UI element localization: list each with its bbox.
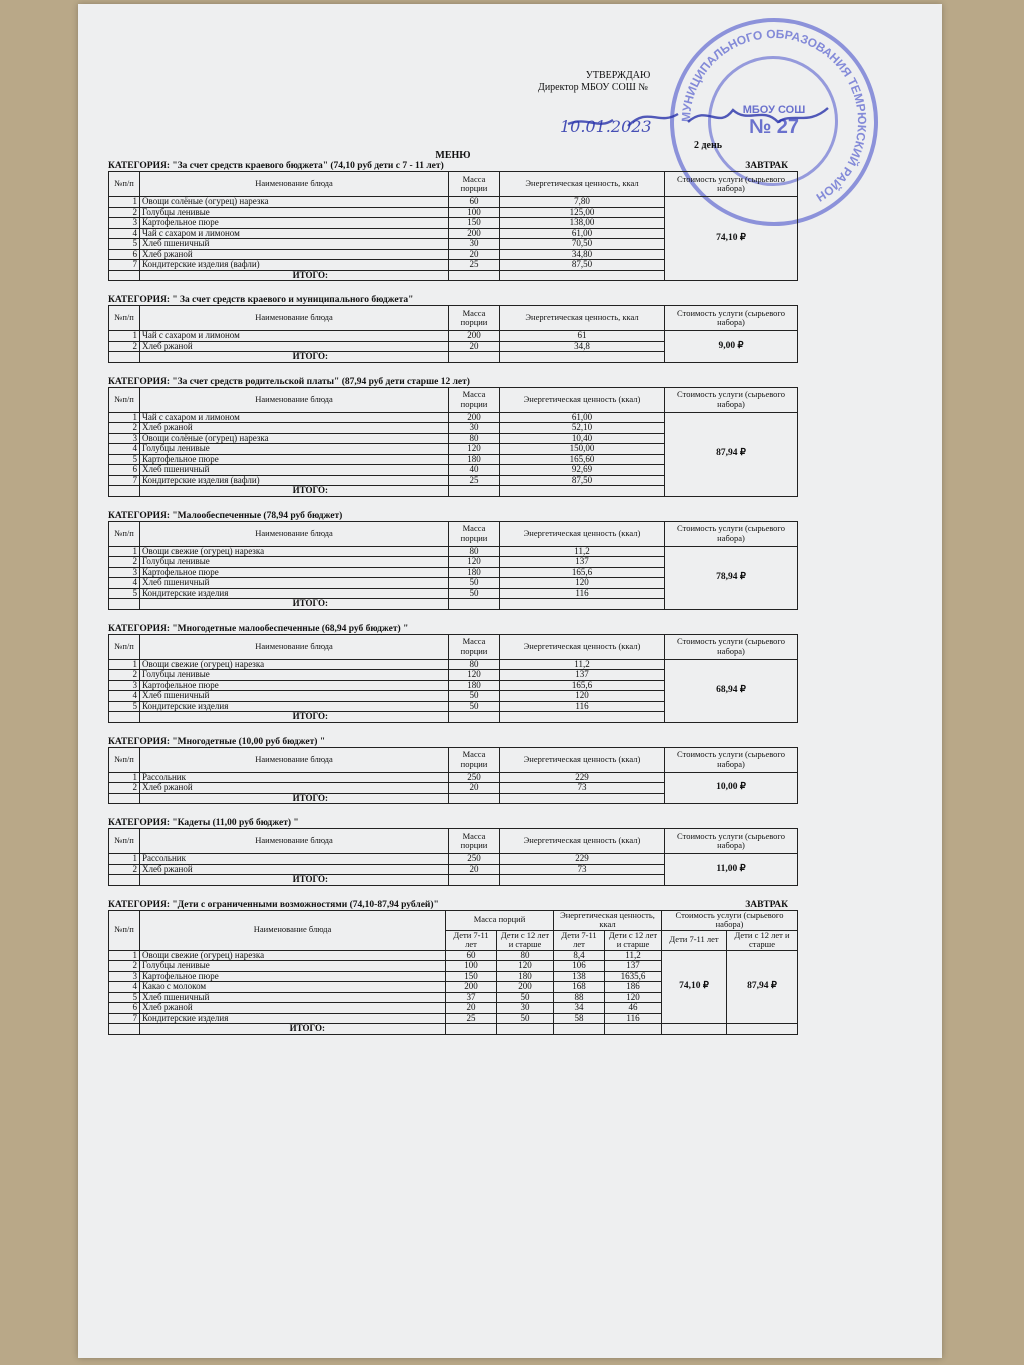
sub-header: Дети с 12 лет и старше xyxy=(727,930,798,950)
portion-mass: 200 xyxy=(449,412,500,423)
mass-12: 80 xyxy=(497,950,554,961)
dish-name: Рассольник xyxy=(140,772,449,783)
dish-name: Чай с сахаром и лимоном xyxy=(140,412,449,423)
service-cost: 78,94 ₽ xyxy=(665,546,798,609)
energy-value: 52,10 xyxy=(500,423,665,434)
column-header: Энергетическая ценность (ккал) xyxy=(500,521,665,546)
column-header: Наименование блюда xyxy=(140,387,449,412)
dish-name: Картофельное пюре xyxy=(140,218,449,229)
menu-table xyxy=(108,828,798,886)
col-cost-header: Стоимость услуги (сырьевого набора) xyxy=(662,910,798,930)
portion-mass: 250 xyxy=(449,772,500,783)
service-cost: 11,00 ₽ xyxy=(665,854,798,886)
column-header: Стоимость услуги (сырьевого набора) xyxy=(665,747,798,772)
column-header: Масса порции xyxy=(449,829,500,854)
meal-tag: ЗАВТРАК xyxy=(745,899,788,910)
row-number: 1 xyxy=(109,659,140,670)
dish-name: Хлеб пшеничный xyxy=(140,465,449,476)
cost-7-11: 74,10 ₽ xyxy=(662,950,727,1024)
row-number: 2 xyxy=(109,423,140,434)
row-number: 3 xyxy=(109,680,140,691)
table-row xyxy=(109,412,798,423)
table-row xyxy=(109,854,798,865)
column-header: №п/п xyxy=(109,829,140,854)
table-row xyxy=(109,331,798,342)
svg-text:МУНИЦИПАЛЬНОГО ОБРАЗОВАНИЯ ТЕМ: МУНИЦИПАЛЬНОГО ОБРАЗОВАНИЯ ТЕМРЮКСКИЙ РАЙОН xyxy=(678,26,870,205)
row-number: 1 xyxy=(109,772,140,783)
dish-name: Голубцы ленивые xyxy=(140,207,449,218)
total-label: ИТОГО: xyxy=(140,712,449,723)
category-title-text: КАТЕГОРИЯ: "За счет средств краевого бюджета" (74,10 руб дети с 7 - 11 лет) xyxy=(108,161,444,171)
column-header: Энергетическая ценность (ккал) xyxy=(500,387,665,412)
portion-mass: 200 xyxy=(449,331,500,342)
dish-name: Картофельное пюре xyxy=(140,567,449,578)
row-number: 4 xyxy=(109,982,140,993)
energy-7-11: 34 xyxy=(554,1003,605,1014)
column-header: Энергетическая ценность, ккал xyxy=(500,172,665,197)
col-mass-header: Масса порций xyxy=(446,910,554,930)
portion-mass: 30 xyxy=(449,423,500,434)
category-title-text: КАТЕГОРИЯ: "За счет средств родительской платы" (87,94 руб дети старше 12 лет) xyxy=(108,376,470,387)
menu-document xyxy=(108,70,798,1035)
row-number: 2 xyxy=(109,670,140,681)
column-header: Наименование блюда xyxy=(140,521,449,546)
category-title xyxy=(108,377,798,387)
row-number: 4 xyxy=(109,578,140,589)
mass-7-11: 150 xyxy=(446,971,497,982)
column-header: Наименование блюда xyxy=(140,172,449,197)
dish-name: Картофельное пюре xyxy=(140,971,446,982)
table-row xyxy=(109,659,798,670)
energy-value: 137 xyxy=(500,670,665,681)
column-header: №п/п xyxy=(109,387,140,412)
energy-value: 10,40 xyxy=(500,433,665,444)
dish-name: Кондитерские изделия (вафли) xyxy=(140,260,449,271)
service-cost: 74,10 ₽ xyxy=(665,197,798,281)
mass-7-11: 25 xyxy=(446,1013,497,1024)
dish-name: Хлеб ржаной xyxy=(140,249,449,260)
portion-mass: 180 xyxy=(449,454,500,465)
service-cost: 10,00 ₽ xyxy=(665,772,798,804)
menu-table xyxy=(108,747,798,805)
energy-value: 70,50 xyxy=(500,239,665,250)
menu-table xyxy=(108,171,798,281)
total-label: ИТОГО: xyxy=(140,486,449,497)
energy-value: 61,00 xyxy=(500,412,665,423)
dish-name: Голубцы ленивые xyxy=(140,670,449,681)
mass-7-11: 100 xyxy=(446,961,497,972)
energy-7-11: 58 xyxy=(554,1013,605,1024)
category-title-text: КАТЕГОРИЯ: "Дети с ограниченными возможностями (74,10-87,94 рублей)" xyxy=(108,899,439,910)
column-header: №п/п xyxy=(109,306,140,331)
portion-mass: 250 xyxy=(449,854,500,865)
category-title-text: КАТЕГОРИЯ: "Малообеспеченные (78,94 руб бюджет) xyxy=(108,510,343,521)
mass-12: 30 xyxy=(497,1003,554,1014)
sub-header: Дети с 12 лет и старше xyxy=(497,930,554,950)
dish-name: Кондитерские изделия xyxy=(140,701,449,712)
row-number: 3 xyxy=(109,433,140,444)
category-title-text: КАТЕГОРИЯ: "Многодетные (10,00 руб бюджет) " xyxy=(108,736,326,747)
portion-mass: 180 xyxy=(449,567,500,578)
dish-name: Хлеб ржаной xyxy=(140,864,449,875)
energy-12: 11,2 xyxy=(605,950,662,961)
dish-name: Хлеб ржаной xyxy=(140,783,449,794)
energy-value: 120 xyxy=(500,578,665,589)
portion-mass: 120 xyxy=(449,670,500,681)
row-number: 1 xyxy=(109,412,140,423)
energy-12: 120 xyxy=(605,992,662,1003)
dish-name: Голубцы ленивые xyxy=(140,444,449,455)
row-number: 7 xyxy=(109,1013,140,1024)
energy-value: 229 xyxy=(500,854,665,865)
dish-name: Хлеб пшеничный xyxy=(140,239,449,250)
menu-table xyxy=(108,634,798,723)
portion-mass: 80 xyxy=(449,433,500,444)
total-label: ИТОГО: xyxy=(140,599,449,610)
portion-mass: 50 xyxy=(449,691,500,702)
dish-name: Картофельное пюре xyxy=(140,680,449,691)
dish-name: Кондитерские изделия xyxy=(140,1013,446,1024)
column-header: Энергетическая ценность (ккал) xyxy=(500,747,665,772)
row-number: 5 xyxy=(109,239,140,250)
total-row xyxy=(109,1024,798,1035)
dish-name: Овощи свежие (огурец) нарезка xyxy=(140,659,449,670)
menu-table-disabled-children xyxy=(108,910,798,1035)
dish-name: Кондитерские изделия (вафли) xyxy=(140,475,449,486)
column-header: Масса порции xyxy=(449,306,500,331)
row-number: 7 xyxy=(109,260,140,271)
dish-name: Голубцы ленивые xyxy=(140,557,449,568)
column-header: Наименование блюда xyxy=(140,829,449,854)
row-number: 3 xyxy=(109,567,140,578)
dish-name: Кондитерские изделия xyxy=(140,588,449,599)
energy-value: 61,00 xyxy=(500,228,665,239)
column-header: Энергетическая ценность, ккал xyxy=(500,306,665,331)
energy-value: 61 xyxy=(500,331,665,342)
energy-value: 73 xyxy=(500,864,665,875)
energy-value: 125,00 xyxy=(500,207,665,218)
dish-name: Хлеб пшеничный xyxy=(140,578,449,589)
col-num-header: №п/п xyxy=(109,910,140,950)
portion-mass: 80 xyxy=(449,546,500,557)
category-title xyxy=(108,737,798,747)
service-cost: 9,00 ₽ xyxy=(665,331,798,363)
dish-name: Овощи солёные (огурец) нарезка xyxy=(140,433,449,444)
portion-mass: 25 xyxy=(449,260,500,271)
day-label: 2 день xyxy=(693,140,723,151)
row-number: 1 xyxy=(109,197,140,208)
dish-name: Картофельное пюре xyxy=(140,454,449,465)
dish-name: Чай с сахаром и лимоном xyxy=(140,331,449,342)
dish-name: Овощи свежие (огурец) нарезка xyxy=(140,546,449,557)
row-number: 4 xyxy=(109,444,140,455)
row-number: 6 xyxy=(109,465,140,476)
portion-mass: 100 xyxy=(449,207,500,218)
row-number: 7 xyxy=(109,475,140,486)
portion-mass: 120 xyxy=(449,557,500,568)
row-number: 2 xyxy=(109,341,140,352)
energy-value: 73 xyxy=(500,783,665,794)
mass-7-11: 60 xyxy=(446,950,497,961)
row-number: 2 xyxy=(109,864,140,875)
portion-mass: 120 xyxy=(449,444,500,455)
energy-value: 138,00 xyxy=(500,218,665,229)
dish-name: Хлеб пшеничный xyxy=(140,992,446,1003)
energy-value: 11,2 xyxy=(500,546,665,557)
column-header: Масса порции xyxy=(449,387,500,412)
portion-mass: 25 xyxy=(449,475,500,486)
row-number: 5 xyxy=(109,701,140,712)
row-number: 1 xyxy=(109,546,140,557)
mass-12: 50 xyxy=(497,1013,554,1024)
energy-value: 116 xyxy=(500,588,665,599)
energy-value: 34,8 xyxy=(500,341,665,352)
total-label: ИТОГО: xyxy=(140,1024,446,1035)
energy-12: 186 xyxy=(605,982,662,993)
column-header: Стоимость услуги (сырьевого набора) xyxy=(665,829,798,854)
category-title xyxy=(108,624,798,634)
portion-mass: 20 xyxy=(449,783,500,794)
portion-mass: 50 xyxy=(449,701,500,712)
dish-name: Овощи солёные (огурец) нарезка xyxy=(140,197,449,208)
total-label: ИТОГО: xyxy=(140,352,449,363)
meal-tag: ЗАВТРАК xyxy=(745,161,788,171)
column-header: Масса порции xyxy=(449,747,500,772)
energy-value: 87,50 xyxy=(500,260,665,271)
row-number: 1 xyxy=(109,331,140,342)
energy-7-11: 138 xyxy=(554,971,605,982)
energy-value: 34,80 xyxy=(500,249,665,260)
category-title xyxy=(108,295,798,305)
total-label: ИТОГО: xyxy=(140,875,449,886)
column-header: Наименование блюда xyxy=(140,747,449,772)
category-title-text: КАТЕГОРИЯ: "Кадеты (11,00 руб бюджет) " xyxy=(108,818,299,828)
energy-7-11: 8,4 xyxy=(554,950,605,961)
table-row xyxy=(109,950,798,961)
column-header: Наименование блюда xyxy=(140,634,449,659)
total-label: ИТОГО: xyxy=(140,270,449,281)
dish-name: Чай с сахаром и лимоном xyxy=(140,228,449,239)
col-energy-header: Энергетическая ценность, ккал xyxy=(554,910,662,930)
table-row xyxy=(109,546,798,557)
col-name-header: Наименование блюда xyxy=(140,910,446,950)
category-title xyxy=(108,511,798,521)
energy-value: 229 xyxy=(500,772,665,783)
portion-mass: 60 xyxy=(449,197,500,208)
portion-mass: 20 xyxy=(449,864,500,875)
energy-12: 137 xyxy=(605,961,662,972)
energy-value: 137 xyxy=(500,557,665,568)
column-header: Масса порции xyxy=(449,634,500,659)
portion-mass: 80 xyxy=(449,659,500,670)
category-title xyxy=(108,900,798,910)
row-number: 5 xyxy=(109,588,140,599)
sub-header: Дети с 12 лет и старше xyxy=(605,930,662,950)
category-title-text: КАТЕГОРИЯ: " За счет средств краевого и муниципального бюджета" xyxy=(108,295,414,305)
dish-name: Хлеб ржаной xyxy=(140,1003,446,1014)
column-header: Энергетическая ценность (ккал) xyxy=(500,634,665,659)
energy-12: 1635,6 xyxy=(605,971,662,982)
portion-mass: 20 xyxy=(449,249,500,260)
category-title-text: КАТЕГОРИЯ: "Многодетные малообеспеченные (68,94 руб бюджет) " xyxy=(108,623,409,634)
row-number: 4 xyxy=(109,691,140,702)
energy-value: 165,60 xyxy=(500,454,665,465)
dish-name: Какао с молоком xyxy=(140,982,446,993)
dish-name: Хлеб ржаной xyxy=(140,423,449,434)
mass-12: 180 xyxy=(497,971,554,982)
cost-12: 87,94 ₽ xyxy=(727,950,798,1024)
portion-mass: 40 xyxy=(449,465,500,476)
energy-value: 7,80 xyxy=(500,197,665,208)
column-header: №п/п xyxy=(109,634,140,659)
energy-value: 165,6 xyxy=(500,680,665,691)
sub-header: Дети 7-11 лет xyxy=(446,930,497,950)
dish-name: Хлеб пшеничный xyxy=(140,691,449,702)
column-header: Стоимость услуги (сырьевого набора) xyxy=(665,172,798,197)
portion-mass: 20 xyxy=(449,341,500,352)
dish-name: Рассольник xyxy=(140,854,449,865)
sub-header: Дети 7-11 лет xyxy=(554,930,605,950)
portion-mass: 30 xyxy=(449,239,500,250)
dish-name: Овощи свежие (огурец) нарезка xyxy=(140,950,446,961)
director-label: Директор МБОУ СОШ № xyxy=(538,82,648,93)
row-number: 5 xyxy=(109,992,140,1003)
table-row xyxy=(109,197,798,208)
row-number: 5 xyxy=(109,454,140,465)
row-number: 3 xyxy=(109,971,140,982)
svg-text:10.01.2023: 10.01.2023 xyxy=(560,117,652,136)
energy-value: 150,00 xyxy=(500,444,665,455)
seal-inner-text: МБОУ СОШ xyxy=(742,104,806,116)
energy-value: 120 xyxy=(500,691,665,702)
dish-name: Хлеб ржаной xyxy=(140,341,449,352)
column-header: Энергетическая ценность (ккал) xyxy=(500,829,665,854)
mass-7-11: 20 xyxy=(446,1003,497,1014)
mass-7-11: 200 xyxy=(446,982,497,993)
sub-header: Дети 7-11 лет xyxy=(662,930,727,950)
table-row xyxy=(109,772,798,783)
column-header: Стоимость услуги (сырьевого набора) xyxy=(665,387,798,412)
column-header: №п/п xyxy=(109,172,140,197)
column-header: №п/п xyxy=(109,747,140,772)
row-number: 6 xyxy=(109,249,140,260)
menu-title: МЕНЮ xyxy=(435,150,471,161)
row-number: 1 xyxy=(109,854,140,865)
portion-mass: 50 xyxy=(449,588,500,599)
column-header: №п/п xyxy=(109,521,140,546)
energy-12: 46 xyxy=(605,1003,662,1014)
column-header: Масса порции xyxy=(449,521,500,546)
energy-7-11: 88 xyxy=(554,992,605,1003)
column-header: Стоимость услуги (сырьевого набора) xyxy=(665,634,798,659)
service-cost: 87,94 ₽ xyxy=(665,412,798,496)
menu-table xyxy=(108,387,798,497)
column-header: Стоимость услуги (сырьевого набора) xyxy=(665,521,798,546)
category-title xyxy=(108,161,798,171)
column-header: Стоимость услуги (сырьевого набора) xyxy=(665,306,798,331)
energy-value: 165,6 xyxy=(500,567,665,578)
mass-12: 200 xyxy=(497,982,554,993)
energy-12: 116 xyxy=(605,1013,662,1024)
portion-mass: 200 xyxy=(449,228,500,239)
category-title xyxy=(108,818,798,828)
energy-7-11: 168 xyxy=(554,982,605,993)
row-number: 6 xyxy=(109,1003,140,1014)
mass-12: 120 xyxy=(497,961,554,972)
mass-12: 50 xyxy=(497,992,554,1003)
menu-table xyxy=(108,521,798,610)
energy-7-11: 106 xyxy=(554,961,605,972)
energy-value: 92,69 xyxy=(500,465,665,476)
energy-value: 116 xyxy=(500,701,665,712)
row-number: 1 xyxy=(109,950,140,961)
column-header: Масса порции xyxy=(449,172,500,197)
row-number: 2 xyxy=(109,783,140,794)
category-sections xyxy=(108,161,798,886)
row-number: 3 xyxy=(109,218,140,229)
service-cost: 68,94 ₽ xyxy=(665,659,798,722)
dish-name: Голубцы ленивые xyxy=(140,961,446,972)
document-sheet xyxy=(78,4,942,1358)
mass-7-11: 37 xyxy=(446,992,497,1003)
column-header: Наименование блюда xyxy=(140,306,449,331)
approve-label: УТВЕРЖДАЮ xyxy=(585,70,651,81)
portion-mass: 150 xyxy=(449,218,500,229)
row-number: 4 xyxy=(109,228,140,239)
portion-mass: 50 xyxy=(449,578,500,589)
energy-value: 87,50 xyxy=(500,475,665,486)
seal-number: № 27 xyxy=(748,116,800,138)
row-number: 2 xyxy=(109,207,140,218)
energy-value: 11,2 xyxy=(500,659,665,670)
total-label: ИТОГО: xyxy=(140,793,449,804)
row-number: 2 xyxy=(109,961,140,972)
portion-mass: 180 xyxy=(449,680,500,691)
menu-table xyxy=(108,305,798,363)
row-number: 2 xyxy=(109,557,140,568)
